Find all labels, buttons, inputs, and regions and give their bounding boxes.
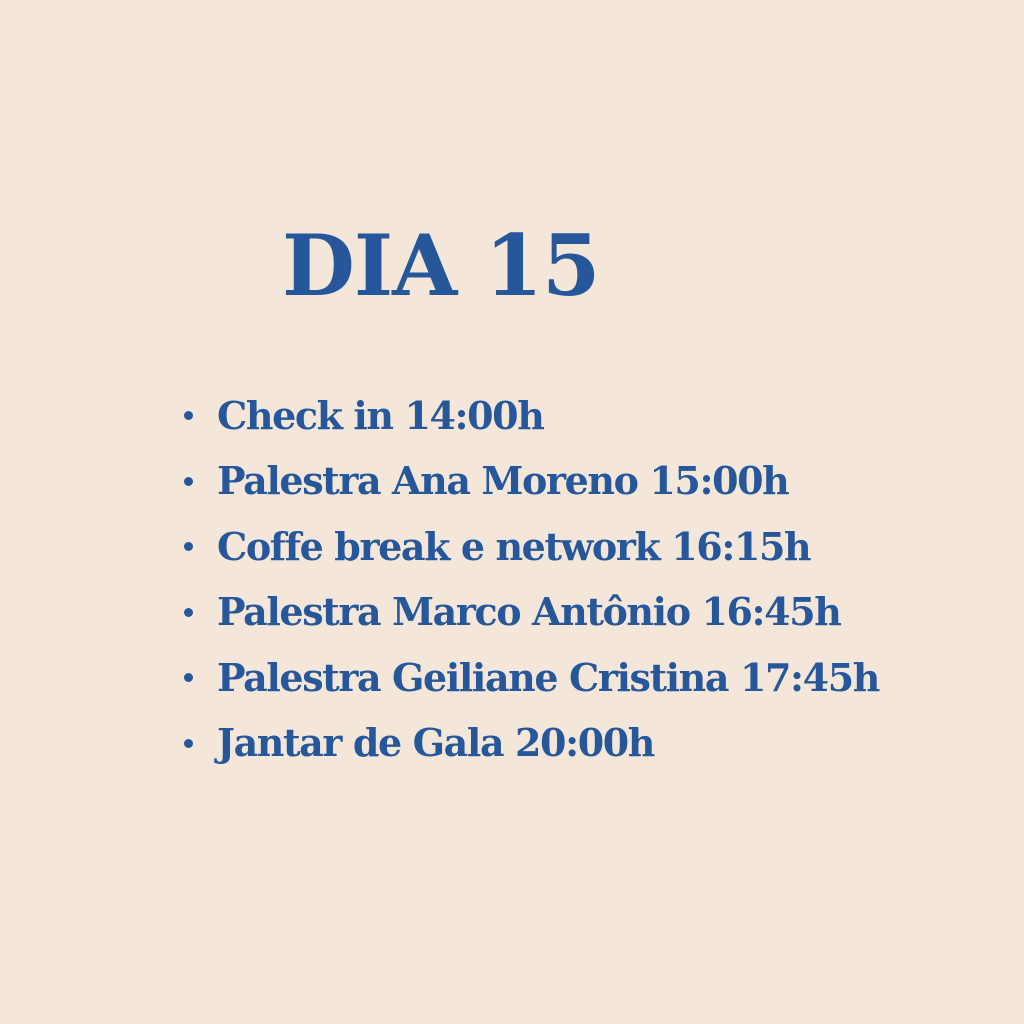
schedule-list xyxy=(180,383,879,776)
day-title: DIA 15 xyxy=(282,216,600,315)
schedule-item-text: Check in 14:00h xyxy=(217,392,544,438)
schedule-item-coffee-break xyxy=(180,514,879,580)
schedule-item-text: Palestra Geiliane Cristina 17:45h xyxy=(217,654,879,700)
bullet-icon xyxy=(184,608,193,617)
schedule-item-palestra-marco-antonio xyxy=(180,580,879,646)
schedule-item-text: Palestra Marco Antônio 16:45h xyxy=(217,589,841,635)
bullet-icon xyxy=(184,542,193,551)
schedule-item-text: Jantar de Gala 20:00h xyxy=(217,720,655,766)
bullet-icon xyxy=(184,477,193,486)
schedule-item-palestra-ana-moreno xyxy=(180,449,879,515)
bullet-icon xyxy=(184,673,193,682)
schedule-item-text: Coffe break e network 16:15h xyxy=(217,523,811,569)
schedule-item-jantar-de-gala xyxy=(180,711,879,777)
schedule-item-check-in xyxy=(180,383,879,449)
bullet-icon xyxy=(184,411,193,420)
bullet-icon xyxy=(184,739,193,748)
schedule-item-palestra-geiliane-cristina xyxy=(180,645,879,711)
schedule-item-text: Palestra Ana Moreno 15:00h xyxy=(217,458,789,504)
